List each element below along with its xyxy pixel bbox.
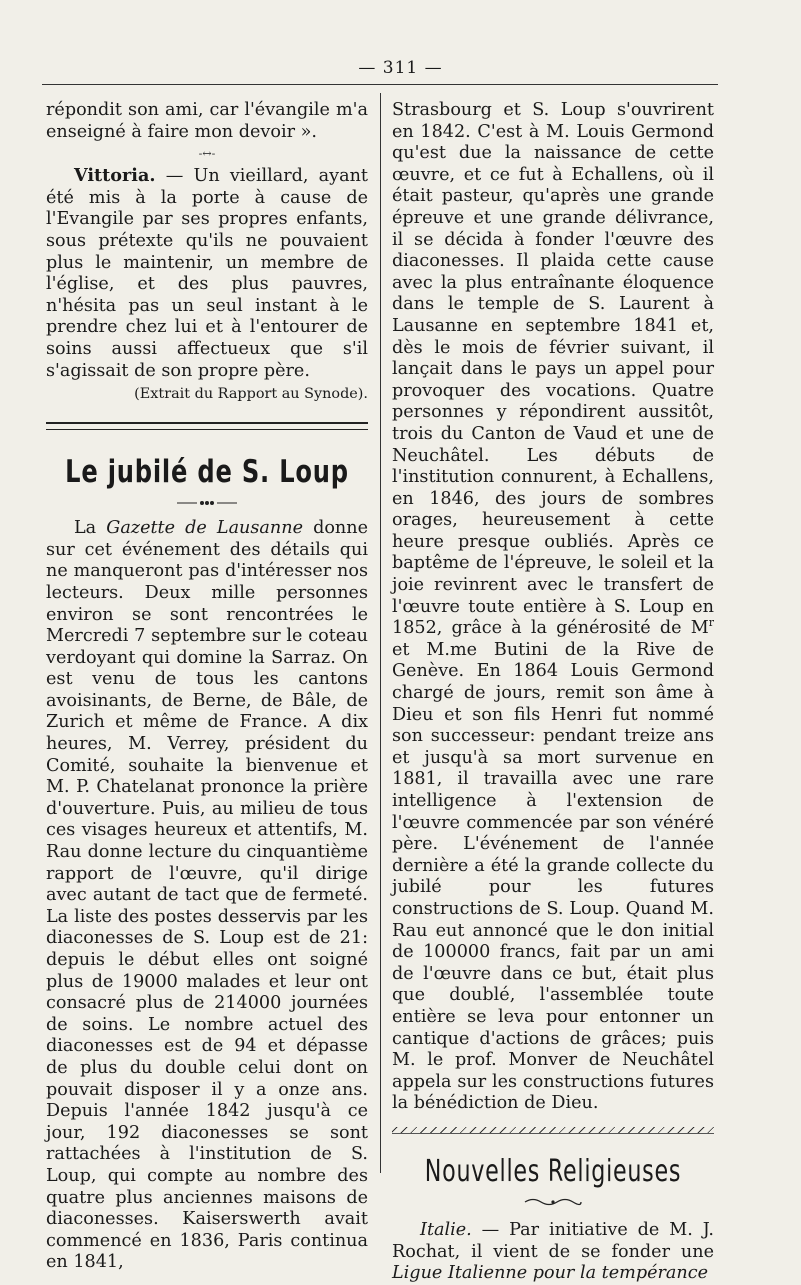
italie-italic: Ligue Italienne pour la tempérance	[392, 1263, 708, 1284]
italie-paragraph	[392, 1220, 714, 1285]
superscript: r	[708, 616, 714, 630]
header-rule	[42, 84, 718, 85]
article-body-right	[392, 100, 714, 1115]
section-rule	[46, 422, 368, 430]
article-headline: Le jubilé de S. Loup	[65, 454, 349, 491]
page-number: — 311 —	[358, 58, 443, 78]
body-text-b: et M.me Butini de la Rive de Genève. En 1864 Louis Germond chargé de jours, remit son âme à Dieu et son fils Henri fut nommé son successeur: pendant treize ans et jusqu'à sa mort survenue en 1881, il travailla avec une rare intelligence à l'extension de l'œuvre commencée par son vénéré père. L'événement de l'année dernière a été la grande collecte du jubilé pour les futures constructions de S. Loup. Quand M. Rau eut annoncé que le don initial de 100000 francs, fait par un ami de l'œuvre dans ce but, était plus que doublé, l'assemblée toute entière se leva pour entonner un cantique d'actions de grâces; puis M. le prof. Monver de Neuchâtel appela sur les constructions futures la bénédiction de Dieu.	[392, 639, 714, 1114]
vittoria-text: — Un vieillard, ayant été mis à la porte à cause de l'Evangile par ses propres enfants, sous prétexte qu'ils ne pouvaient plus le maintenir, un membre de l'église, et des plus pauvres, n'hésita pas un seul instant à le prendre chez lui et à l'entourer de soins aussi affectueux que s'il s'agissait de son propre père.	[46, 166, 368, 381]
swirl-ornament-icon	[523, 1197, 583, 1207]
section-headline: Nouvelles Religieuses	[424, 1153, 682, 1189]
vittoria-label: Vittoria.	[74, 165, 156, 187]
left-column	[46, 100, 368, 1274]
italie-label: Italie.	[420, 1219, 472, 1240]
dots-ornament-icon	[177, 499, 237, 507]
body-prefix: La	[74, 518, 107, 539]
italie-text: — Par initiative de M. J. Rochat, il vient de se fonder une	[392, 1219, 714, 1262]
citation: (Extrait du Rapport au Synode).	[134, 386, 368, 403]
paragraph-continuation: répondit son ami, car l'évangile m'a enseigné à faire mon devoir ».	[46, 100, 368, 142]
headline-ornament-2	[392, 1194, 714, 1214]
body-text-a: Strasbourg et S. Loup s'ouvrirent en 1842. C'est à M. Louis Germond qu'est due la naissance de cette œuvre, et ce fut à Echallens, où il était pasteur, qu'après une grande épreuve et une grande délivrance, il se décida à fonder l'œuvre des diaconesses. Il plaida cette cause avec la plus entraînante éloquence dans le temple de S. Laurent à Lausanne en septembre 1841 et, dès le mois de février suivant, il lançait dans le pays un appel pour provoquer des vocations. Quatre personnes y répondirent aussitôt, trois du Canton de Vaud et une de Neuchâtel. Les débuts de l'institution connurent, à Echallens, en 1846, des jours de sombres orages, heureusement à cette heure presque oubliés. Après ce baptême de l'épreuve, le soleil et la joie revinrent avec le transfert de l'œuvre toute entière à S. Loup en 1852, grâce à la générosité de M	[392, 100, 714, 639]
right-column	[392, 100, 714, 1285]
gazette-title: Gazette de Lausanne	[106, 518, 303, 539]
article-body-left	[46, 518, 368, 1274]
small-ornament: -↔-	[198, 147, 216, 161]
section-rule-wavy	[392, 1127, 714, 1134]
headline-ornament	[46, 494, 368, 514]
body-text: donne sur cet événement des détails qui ne manqueront pas d'intéresser nos lecteurs. Deux mille personnes environ se sont rencontrées le Mercredi 7 septembre sur le coteau verdoyant qui domine la Sarraz. On est venu de tous les cantons avoisinants, de Berne, de Bâle, de Zurich et même de France. A dix heures, M. Verrey, président du Comité, souhaite la bienvenue et M. P. Chatelanat prononce la prière d'ouverture. Puis, au milieu de tous ces visages heureux et attentifs, M. Rau donne lecture du cinquantième rapport de l'œuvre, qu'il dirige avec autant de tact que de fermeté. La liste des postes desservis par les diaconesses de S. Loup est de 21: depuis le début elles ont soigné plus de 19000 malades et leur ont consacré plus de 214000 journées de soins. Le nombre actuel des diaconesses est de 94 et dépasse de plus du double celui dont on pouvait disposer il y a onze ans. Depuis l'année 1842 jusqu'à ce jour, 192 diaconesses se sont rattachées à l'institution de S. Loup, qui compte au nombre des quatre plus anciennes maisons de diaconesses. Kaiserswerth avait commencé en 1836, Paris continua en 1841,	[46, 518, 368, 1273]
vittoria-paragraph	[46, 165, 368, 382]
column-divider	[380, 93, 381, 1173]
